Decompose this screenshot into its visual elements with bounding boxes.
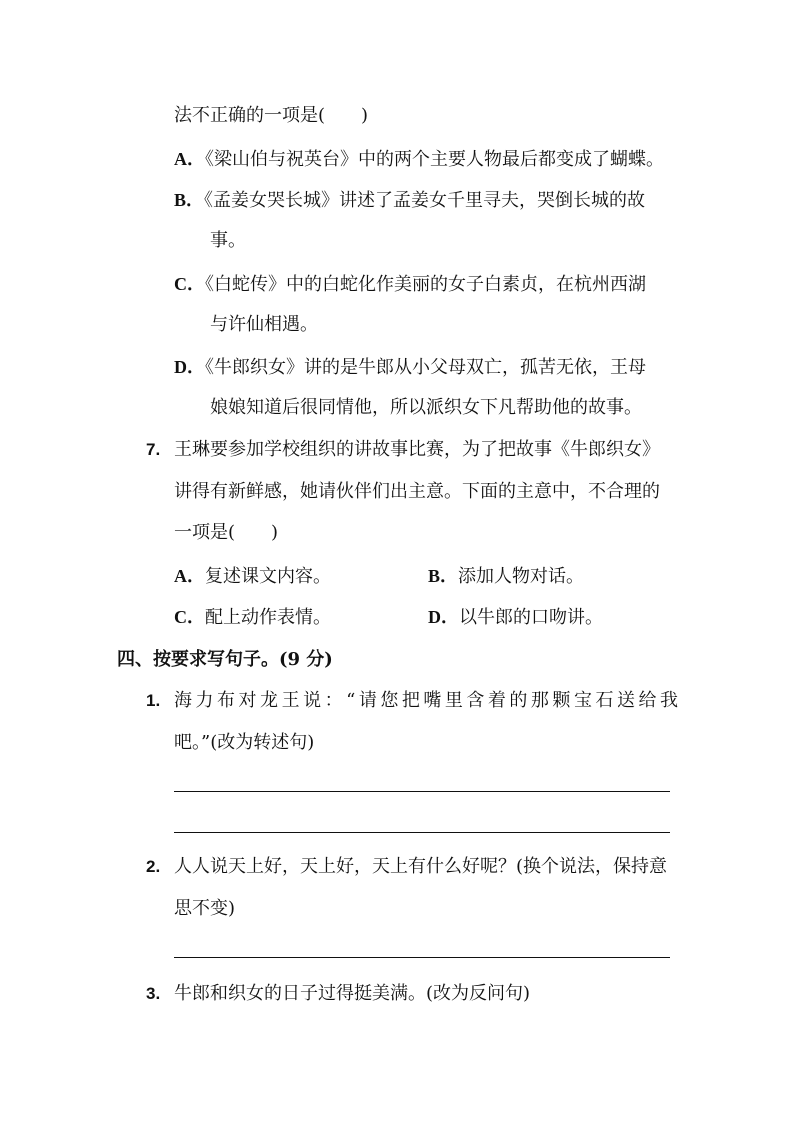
q6-option-c: [174, 272, 646, 297]
option-text: 以牛郎的口吻讲。: [459, 607, 603, 628]
option-text: 配上动作表情。: [205, 607, 331, 628]
answer-line[interactable]: [174, 832, 670, 833]
item-2-line-1: 人人说天上好，天上好，天上有什么好呢？(换个说法，保持意: [174, 856, 668, 877]
option-text: 《梁山伯与祝英台》中的两个主要人物最后都变成了蝴蝶。: [205, 149, 664, 170]
option-letter: C．: [174, 607, 205, 627]
item-2-line-2: 思不变): [174, 898, 236, 919]
q6-option-a: [174, 147, 664, 172]
q7-option-c: [174, 605, 331, 630]
q6-option-d: [174, 355, 646, 380]
q6-stem-tail: 法不正确的一项是( ): [174, 105, 369, 126]
q7-stem-line-3: 一项是( ): [174, 522, 279, 543]
option-letter: A．: [174, 566, 205, 586]
item-3-line-1: 牛郎和织女的日子过得挺美满。(改为反问句): [174, 983, 531, 1004]
option-letter: B．: [174, 190, 205, 210]
q7-stem-line-1: 王琳要参加学校组织的讲故事比赛，为了把故事《牛郎织女》: [174, 439, 660, 460]
option-letter: B．: [428, 566, 459, 586]
option-text: 《白蛇传》中的白蛇化作美丽的女子白素贞，在杭州西湖: [205, 274, 646, 295]
option-letter: D．: [428, 607, 459, 627]
q6-option-d-cont: 娘娘知道后很同情他，所以派织女下凡帮助他的故事。: [210, 397, 642, 418]
answer-line[interactable]: [174, 791, 670, 792]
q7-number: 7.: [146, 440, 161, 459]
option-text: 添加人物对话。: [458, 566, 585, 587]
item-3-number: 3.: [146, 984, 161, 1003]
option-letter: A．: [174, 149, 205, 169]
option-letter: D．: [174, 357, 205, 377]
item-1-line-2: 吧。”(改为转述句): [174, 732, 315, 753]
q6-option-b-cont: 事。: [210, 230, 246, 251]
section-heading: 四、按要求写句子。(9 分): [117, 649, 333, 670]
q6-option-c-cont: 与许仙相遇。: [210, 314, 318, 335]
q6-option-b: [174, 188, 645, 213]
option-text: 复述课文内容。: [205, 566, 331, 587]
q7-stem-line-2: 讲得有新鲜感，她请伙伴们出主意。下面的主意中，不合理的: [174, 481, 660, 502]
option-text: 《牛郎织女》讲的是牛郎从小父母双亡，孤苦无依，王母: [205, 357, 646, 378]
item-1-number: 1.: [146, 691, 161, 710]
q7-option-d: [428, 605, 603, 630]
option-letter: C．: [174, 274, 205, 294]
item-2-number: 2.: [146, 857, 161, 876]
item-1-line-1: 海力布对龙王说：“请您把嘴里含着的那颗宝石送给我: [174, 690, 678, 711]
q7-option-a: [174, 564, 331, 589]
answer-line[interactable]: [174, 957, 670, 958]
option-text: 《孟姜女哭长城》讲述了孟姜女千里寻夫，哭倒长城的故: [204, 190, 646, 211]
q7-option-b: [428, 564, 584, 589]
